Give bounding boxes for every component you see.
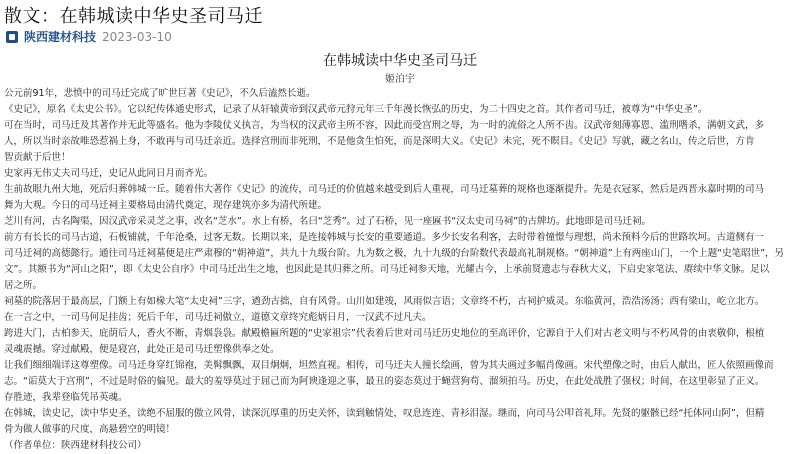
article-body <box>4 86 800 454</box>
article-line: 灵魂震撼。穿过献殿，便是寝宫，此处正是司马迁塑像供奉之处。 <box>4 344 280 355</box>
article-line: 人，所以当时亲故唯恐惹祸上身，不敢再与司马迁亲近。选择宫刑而非死刑，不是他贪生怕死，而是深明大义。《史记》未完，死不瞑目。《史记》写就，藏之名山，传之后世，方肯 <box>4 136 755 147</box>
article-author: 姬泊宇 <box>385 74 415 85</box>
article-line: 居之所。 <box>4 280 43 291</box>
publish-date: 2023-03-10 <box>102 29 172 44</box>
article-title: 在韩城读中华史圣司马迁 <box>323 53 477 69</box>
article-line: 可在当时，司马迁及其著作并无此等盛名。他为李陵仗义执言，为当权的汉武帝主所不容，因此而受宫刑之辱，为一时的流俗之人所不齿。汉武帝刻薄寡恩、滥刑嗜杀，满朝文武，多 <box>4 120 765 131</box>
source-name-link[interactable]: 陕西建材科技 <box>24 30 97 44</box>
article-line: 生前故眼九州大地，死后归葬韩城一丘。随着伟大著作《史记》的流传，司马迁的价值越来越受到后人重视，司马迁墓葬的规格也逐渐提升。先是衣冠冢，然后是西晋永嘉时期的司马 <box>4 184 765 195</box>
article-line: 《史记》，原名《太史公书》。它以纪传体通史形式，记录了从轩辕黄帝到汉武帝元狩元年三千年漫长恢弘的历史，为二十四史之首。其作者司马迁，被尊为“中华史圣”。 <box>4 104 708 115</box>
article-line: 存胜迹，我辈登临凭吊英魂。 <box>4 392 128 403</box>
article-line: 公元前91年，悲愤中的司马迁完成了旷世巨著《史记》，不久后溘然长逝。 <box>4 88 316 99</box>
article-line: 在韩城，读史记，读中华史圣，读绝不屈服的傲立风骨，读深沉厚重的历史关怀，读到触情处，叹息连连、青衫泪湿。继而，向司马公叩首礼拜。先贤的躯骸已经“托体同山阿”，但精 <box>4 408 765 419</box>
article-line: 舞为大观。今日的司马迁祠主要格局由清代奠定，现存建筑亦多为清代所建。 <box>4 200 328 211</box>
article-line: 芝川有河，古名陶渠，因汉武帝采灵芝之事，改名“芝水”。水上有桥，名曰“芝秀”。过了石桥，见一座匾书“汉太史司马祠”的古牌坊。此地即是司马迁祠。 <box>4 216 652 227</box>
source-logo-icon <box>6 31 18 43</box>
article-meta <box>6 28 172 45</box>
article-line: 让我们细细端详这尊塑像。司马迁身穿红锦袍，美髯飘飘，双目炯炯，坦然直视。相传，司马迁夫人撞长绘画，曾为其夫画过多幅肖像画。宋代塑像之时，由后人献出，匠人依照画像而 <box>4 360 774 371</box>
article-line: 在一言之中，一司马何足挂齿；死后千年，司马迁祠傲立，道德文章终究彪炳日月，一汉武不过凡夫。 <box>4 312 432 323</box>
article-line: 骨为做人做事的尺度，高悬碧空的明镜！ <box>4 424 176 435</box>
article-line: 祠墓的院落居于最高层，门额上有如椽大笔“太史祠”三字，遒劲古拙，自有风骨。山川如建竣，风雨似言语；文章终不朽，古祠护威灵。东临黄河，浩浩汤汤；西有梁山，屹立北方。 <box>4 296 765 307</box>
article-line: 志。“诟莫大于宫刑”，不过是时俗的偏见。最大的羞辱莫过于屈己而为阿谀逢迎之事，最丑的姿态莫过于蝇营狗苟、溜须拍马。历史，在此处战胜了强权；时间，在这里彰显了正义。 <box>4 376 765 387</box>
article-line: 史家再无伟丈夫司马迁，史记从此同日月而齐光。 <box>4 168 214 179</box>
article-line: 智贡献于后世！ <box>4 152 71 163</box>
article-line: 文”。其额书为“河山之阳”，即《太史公自序》中司马迁出生之地，也因此是其归葬之所。司马迁祠参天地，光耀古今，上承前贤遗志与春秋大义，下启史家笔法、赓续中华文脉。足以 <box>4 264 770 275</box>
article-line: 司马迁祠的高德懿行。通往司马迁祠墓便是庄严肃穆的“朝神道”，共九十九级台阶。九为数之极，九十九级的台阶数代表最高礼制规格。“朝神道”上有两座山门，一个上题“史笔昭世”，另 <box>4 248 785 259</box>
page-title: 散文：在韩城读中华史圣司马迁 <box>4 6 263 27</box>
article-line: 跨进大门，古柏参天，庇荫后人，香火不断，青烟袅袅。献殿檐匾所题的“史家祖宗”代表着后世对司马迁历史地位的至高评价，它源自于人们对古老文明与不朽风骨的由衷敬仰，根植 <box>4 328 765 339</box>
article-line: 前方有长长的司马古道，石板铺就，千年沧桑，过客无数。长期以来，是连接韩城与长安的重要通道。多少长安名利客，去时带着憧憬与理想，尚未预料今后的世路坎坷。古道侧有一 <box>4 232 765 243</box>
article-line: （作者单位：陕西建材科技公司） <box>4 440 147 451</box>
